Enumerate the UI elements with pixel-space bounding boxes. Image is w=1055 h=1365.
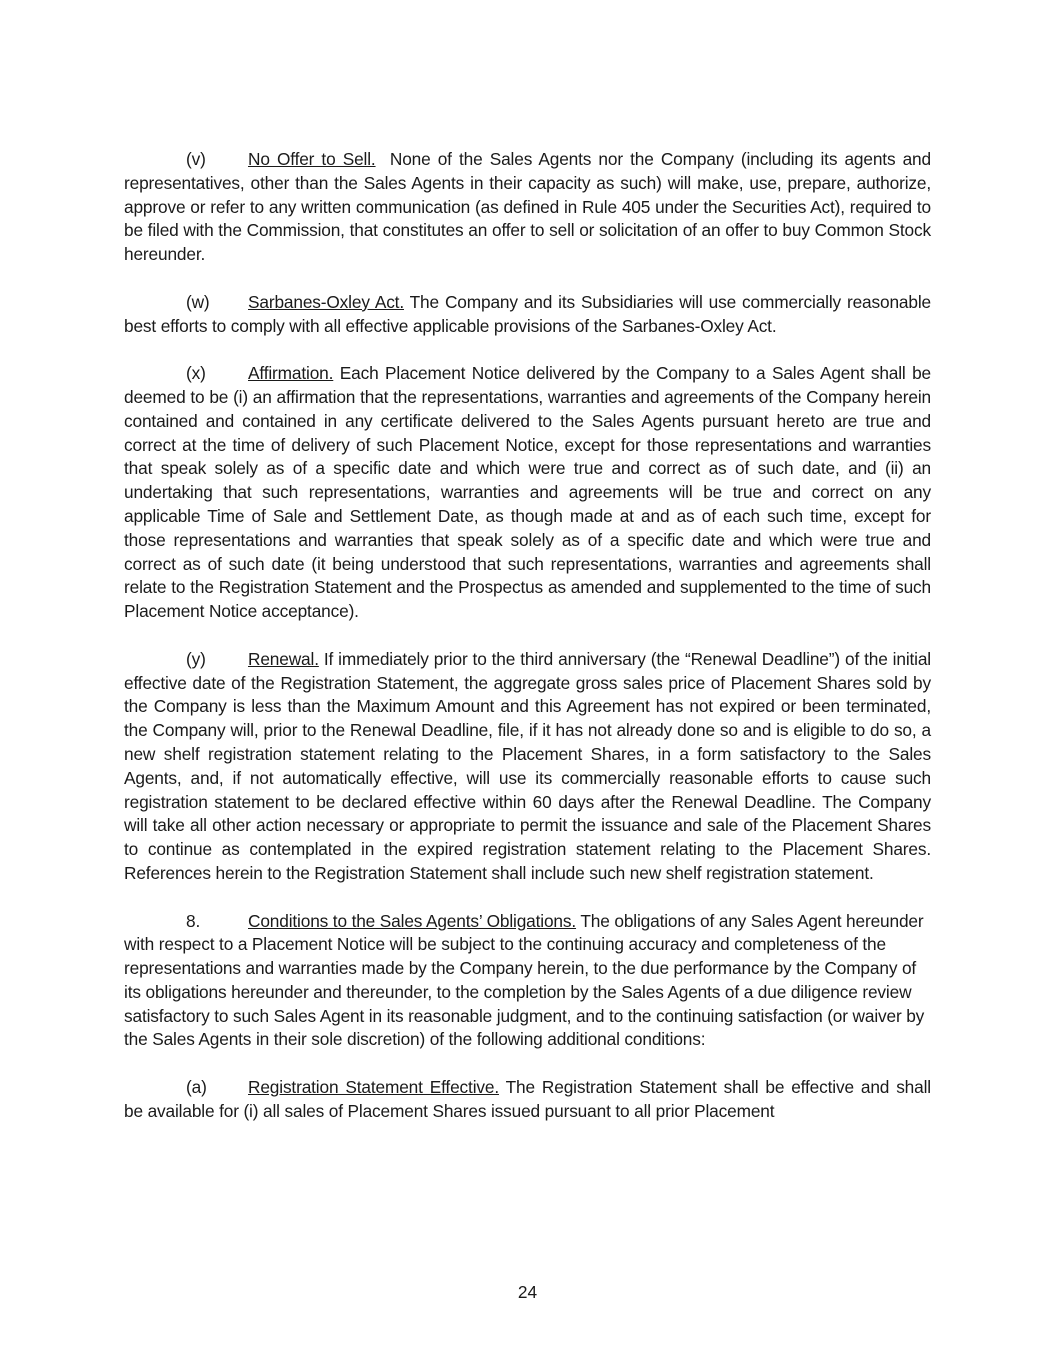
section-x-affirmation xyxy=(124,362,931,624)
section-heading: No Offer to Sell. xyxy=(248,149,376,169)
page-number: 24 xyxy=(517,1282,538,1302)
section-label: (v) xyxy=(186,149,206,169)
section-label: (y) xyxy=(186,648,206,669)
section-label: (x) xyxy=(186,363,206,384)
section-a-registration-statement-effective xyxy=(124,1076,931,1124)
section-heading: Registration Statement Effective. xyxy=(248,1077,499,1098)
section-label: 8. xyxy=(186,910,201,931)
section-text: The Company and its Subsidiaries will use commercially reasonable best efforts to comply with all effective applicable provisions of the Sarbanes-Oxley Act. xyxy=(124,291,931,336)
section-heading: Conditions to the Sales Agents’ Obligations. xyxy=(248,910,577,931)
section-w-sarbanes-oxley-act xyxy=(124,291,931,339)
section-text: Each Placement Notice delivered by the Company to a Sales Agent shall be deemed to be (i) an affirmation that the representations, warranties and agreements of the Company herein contained and contained in any certificate delivered to the Sales Agents pursuant hereto are true and correct at the time of delivery of such Placement Notice, except for those representations and warranties that speak solely as of a specific date and which were true and correct as of such date, and (ii) an undertaking that such representations, warranties and agreements will be true and correct on any applicable Time of Sale and Settlement Date, as though made at and as of each such time, except for those representations and warranties that speak solely as of a specific date and which were true and correct as of such date (it being understood that such representations, warranties and agreements shall relate to the Registration Statement and the Prospectus as amended and supplemented to the time of such Placement Notice acceptance). xyxy=(124,363,932,622)
section-label: (w) xyxy=(186,291,210,312)
document-body xyxy=(124,148,931,1147)
section-heading: Renewal. xyxy=(248,648,319,669)
section-text: None of the Sales Agents nor the Company (including its agents and representatives, other than the Sales Agents in their capacity as such) will make, use, prepare, authorize, approve or refer to any written communication (as defined in Rule 405 under the Securities Act), required to be filed with the Commission, that constitutes an offer to sell or solicitation of an offer to buy Common Stock hereunder. xyxy=(124,149,931,265)
section-text: If immediately prior to the third anniversary (the “Renewal Deadline”) of the initial effective date of the Registration Statement, the aggregate gross sales price of Placement Shares sold by the Company is less than the Maximum Amount and this Agreement has not expired or been terminated, the Company will, prior to the Renewal Deadline, file, if it has not already done so and is eligible to do so, a new shelf registration statement relating to the Placement Shares, in a form satisfactory to the Sales Agents, and, if not automatically effective, will use its commercially reasonable efforts to cause such registration statement to be declared effective within 60 days after the Renewal Deadline. The Company will take all other action necessary or appropriate to permit the issuance and sale of the Placement Shares to continue as contemplated in the expired registration statement relating to the Placement Shares. References herein to the Registration Statement shall include such new shelf registration statement. xyxy=(124,648,932,883)
section-text: The obligations of any Sales Agent hereunder with respect to a Placement Notice will be subject to the continuing accuracy and completeness of the representations and warranties made by the Company herein, to the due performance by the Company of its obligations hereunder and thereunder, to the completion by the Sales Agents of a due diligence review satisfactory to such Sales Agent in its reasonable judgment, and to the continuing satisfaction (or waiver by the Sales Agents in their sole discretion) of the following additional conditions: xyxy=(124,910,925,1050)
section-v-no-offer-to-sell xyxy=(124,148,931,267)
section-8-conditions xyxy=(124,910,931,1053)
section-heading: Affirmation. xyxy=(248,363,334,384)
section-y-renewal xyxy=(124,648,931,886)
section-heading: Sarbanes-Oxley Act. xyxy=(248,291,404,312)
section-text: The Registration Statement shall be effective and shall be available for (i) all sales of Placement Shares issued pursuant to all prior Placement xyxy=(124,1077,931,1121)
section-label: (a) xyxy=(186,1077,207,1098)
